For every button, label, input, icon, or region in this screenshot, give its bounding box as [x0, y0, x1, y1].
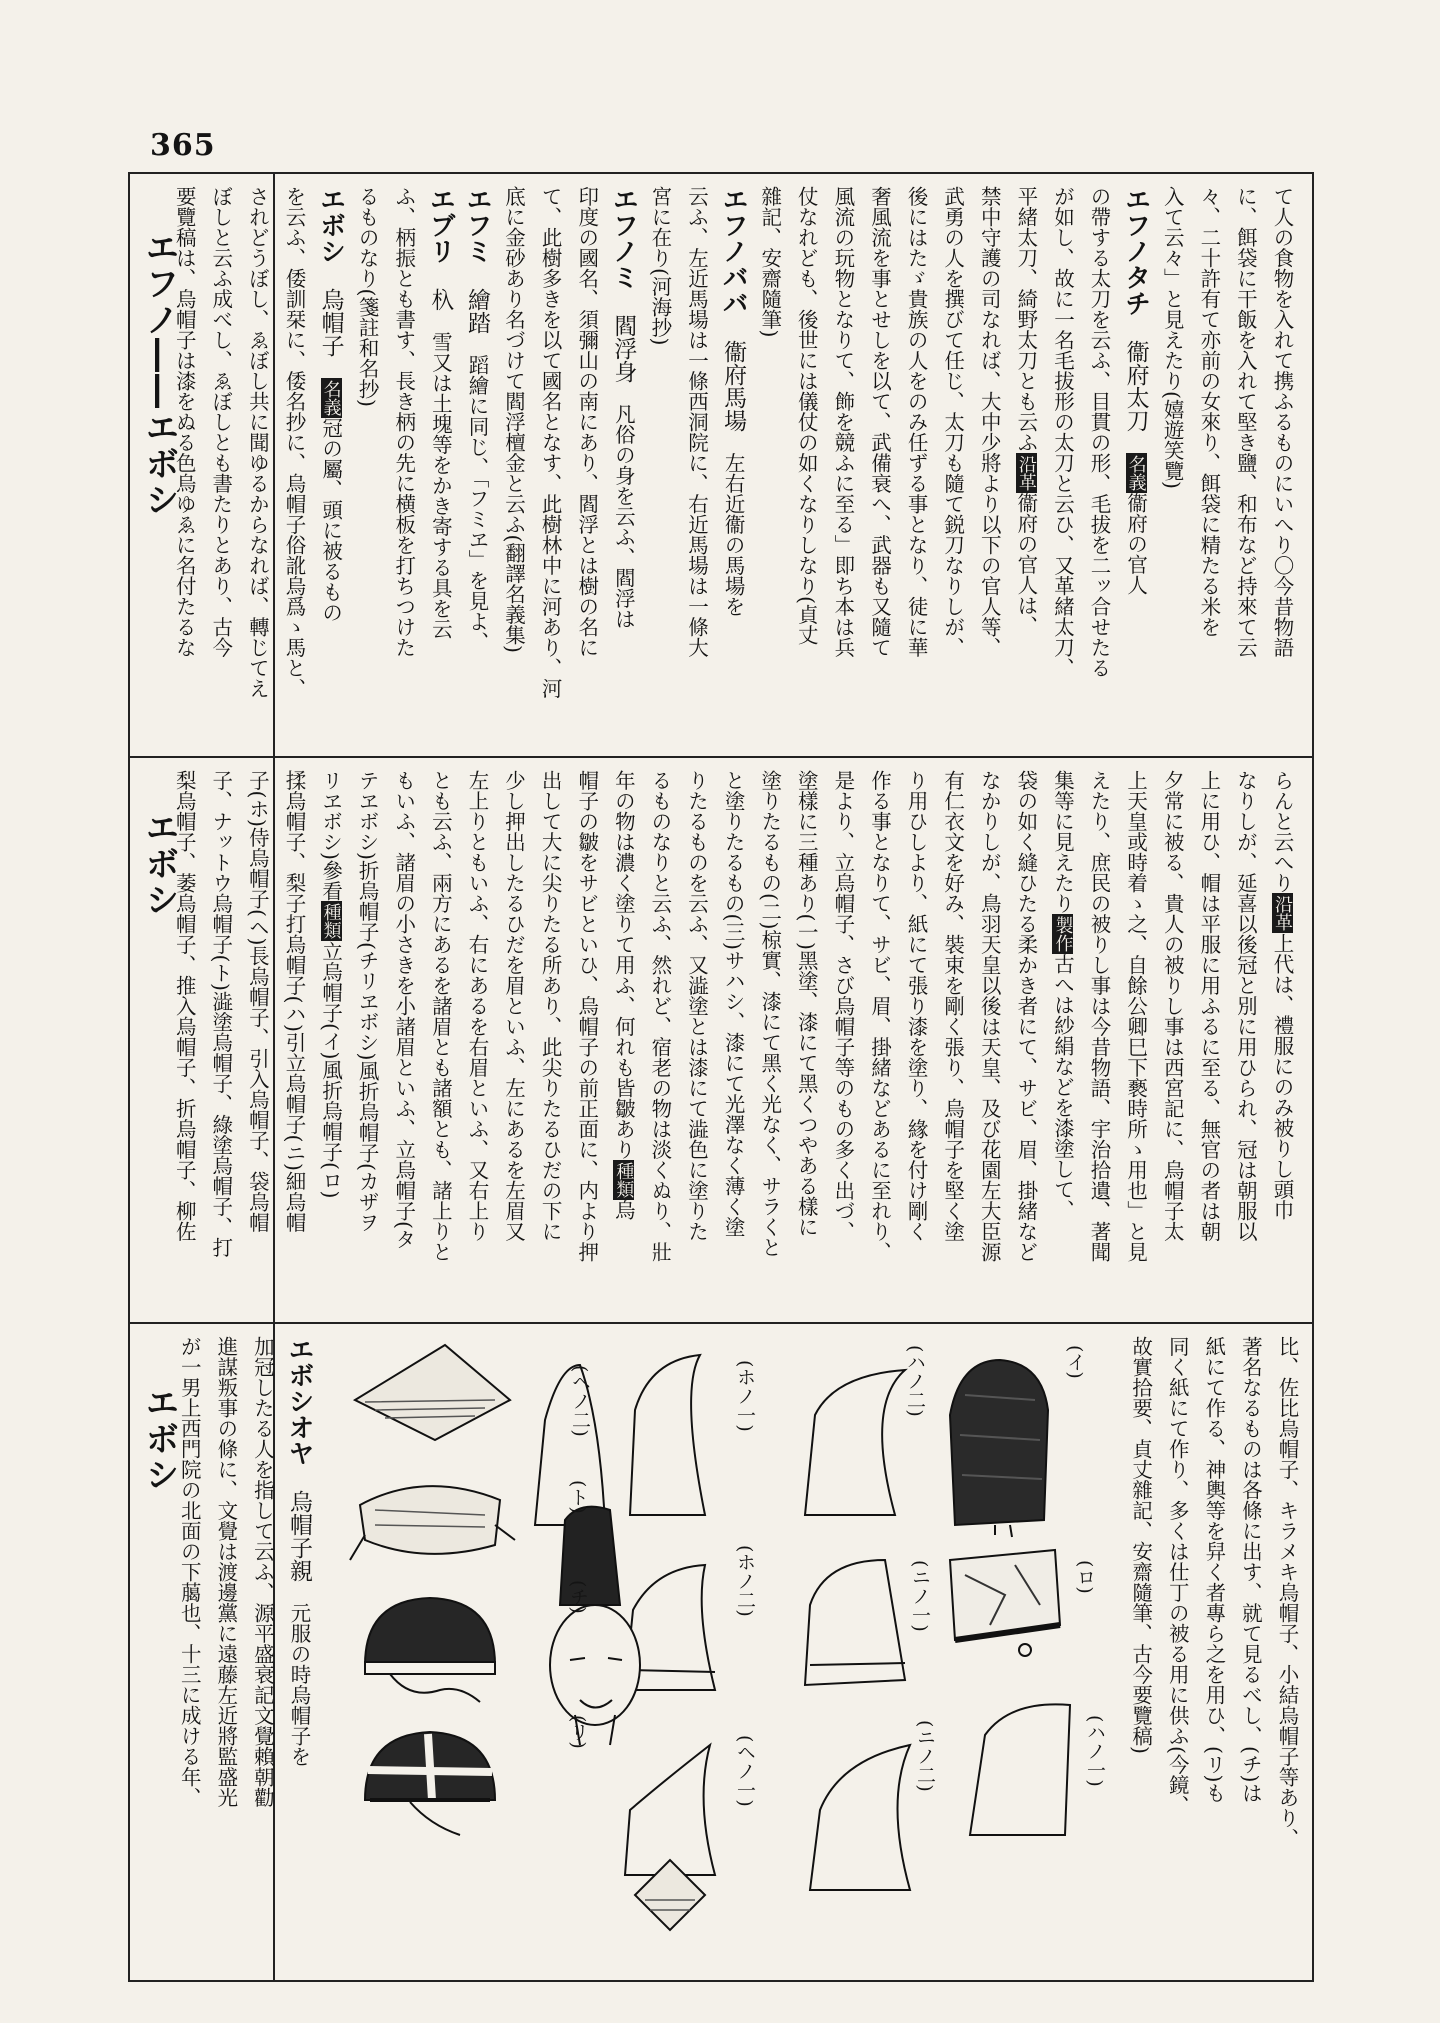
eboshi-illustration-ha-1b: [960, 1695, 1080, 1840]
figure-label: (ホノ一): [734, 1360, 756, 1432]
entry-efunomi: [605, 186, 642, 741]
text-line: 禁中守護の司なれば、大中少將より以下の官人等、: [977, 186, 1002, 658]
text-line: 加冠したる人を指して云ふ、源平盛衰記文覺賴朝勸: [250, 1336, 275, 1808]
text-line: 夕常に被る、貴人の被りし事は西宮記に、烏帽子太: [1160, 770, 1185, 1242]
eboshi-illustration-ni-1: [795, 1555, 915, 1690]
entry-kanji: 衞府馬場: [720, 340, 747, 432]
text-segment: リヱボシ)參看: [318, 770, 343, 901]
text-line: 塗樣に三種あり(一)黑塗、漆にて黑くつやある樣に: [794, 770, 819, 1237]
text-line: 要覽稿は、烏帽子は漆をぬる色烏ゆゑに名付たるな: [172, 186, 197, 658]
text-line: 紙にて作る、神輿等を舁く者專ら之を用ひ、(リ)も: [1201, 1336, 1226, 1803]
text-line: 著名なるものは各條に出す、就て見るべし、(チ)は: [1238, 1336, 1263, 1803]
text-line: 々、二十許有て亦前の女來り、餌袋に精たる米を: [1196, 186, 1221, 637]
text-line: 底に金砂あり名づけて閻浮檀金と云ふ(翻譯名義集): [501, 186, 526, 653]
entry-efumi: [458, 186, 495, 741]
text-line: て、此樹多きを以て國名となす、此樹林中に河あり、河: [538, 186, 563, 699]
text-line: り用ひしより、紙にて張り漆を塗り、緣を付け剛く: [904, 770, 929, 1242]
text-line: 塗りたるもの(二)椋實、漆にて黑く光なく、サラくと: [757, 770, 782, 1258]
text-segment: 古へは紗絹などを漆塗して、: [1050, 953, 1075, 1220]
bottom-right-text: [1095, 1336, 1305, 1856]
text-segment: 衞府の官人は、: [1013, 492, 1038, 636]
eboshi-illustration-ni-2: [800, 1740, 920, 1900]
section-mark: 名義: [1125, 454, 1147, 491]
text-line: 雜記、安齋隨筆): [757, 186, 782, 338]
figure-label: (ニノ二): [914, 1720, 936, 1792]
text-line: [1044, 770, 1081, 1310]
text-line: 宮に在り(河海抄): [647, 186, 672, 346]
eboshi-illustration-pyramid-cap: [630, 1855, 710, 1935]
page-number: 365: [150, 128, 216, 163]
text-segment: らんと云へり: [1270, 770, 1294, 893]
section-divider-top: [128, 756, 1314, 758]
entry-eboshi: [312, 186, 349, 741]
text-line: 出して大に尖りたる所あり、此尖りたるひだの下に: [538, 770, 563, 1242]
entry-kanji: 烏帽子: [317, 288, 344, 357]
eboshi-illustration-dark-cap: [350, 1590, 510, 1710]
text-line: 帽子の皺をサビといひ、烏帽子の前正面に、内より押: [574, 770, 599, 1262]
text-segment: 蹈繪に同じ、「フミヱ」を見よ、: [464, 354, 489, 652]
figure-label: (ホノ二): [734, 1545, 756, 1617]
text-line: 袋の如く縫ひたる柔かき者にて、サビ、眉、掛緒など: [1013, 770, 1038, 1262]
entry-kanji: 閻浮身: [610, 314, 637, 383]
entry-kanji: 衞府太刀: [1122, 340, 1149, 432]
figure-label: (ヘノ一): [734, 1735, 756, 1807]
top-section-text: [172, 186, 1300, 741]
section-mark: 製作: [1052, 915, 1074, 952]
text-line: 進謀叛事の條に、文覺は渡邊黨に遠藤左近將監盛光: [213, 1336, 238, 1808]
entry-efunotachi: [1117, 186, 1154, 741]
middle-section-text: [172, 770, 1300, 1310]
entry-headword: エボシオヤ: [284, 1336, 314, 1466]
text-line: もいふ、諸眉の小さきを小諸眉といふ、立烏帽子(タ: [391, 770, 416, 1250]
figure-label: (リ): [567, 1715, 589, 1749]
section-divider-bottom: [128, 1322, 1314, 1324]
text-line: ぼしと云ふ成べし、ゑぼしとも書たりとあり、古今: [208, 186, 233, 658]
eboshi-illustration-ro: [945, 1545, 1065, 1660]
text-line: りたるものを云ふ、又澁塗とは漆にて澁色に塗りた: [684, 770, 709, 1242]
section-mark: 沿革: [1272, 895, 1293, 931]
text-line: 故實拾要、貞丈雜記、安齋隨筆、古今要覽稿): [1128, 1336, 1153, 1754]
text-segment: 上代は、禮服にのみ被りし頭巾: [1270, 933, 1294, 1220]
text-segment: 烏: [611, 1199, 636, 1220]
text-line: 後にはたゞ貴族の人をのみ任ずる事となり、徒に華: [904, 186, 929, 658]
text-line: 揉烏帽子、梨子打烏帽子(ハ)引立烏帽子(ニ)細烏帽: [281, 770, 306, 1233]
text-segment: 集等に見えたり: [1050, 770, 1075, 914]
section-mark: 名義: [320, 379, 342, 416]
running-guide-middle: エボシ: [139, 810, 179, 918]
text-line: に、餌袋に干飯を入れて堅き鹽、和布など持來て云: [1233, 186, 1258, 658]
text-segment: 立烏帽子(イ)風折烏帽子(ロ): [318, 941, 343, 1199]
text-line: と塗りたるもの(三)サハシ、漆にて光澤なく薄く塗: [721, 770, 746, 1237]
text-line: とも云ふ、兩方にあるを諸眉とも諸額とも、諸上りと: [428, 770, 453, 1262]
eboshi-illustration-soft-cap: [345, 1465, 515, 1575]
text-segment: 冠の屬、頭に被るもの: [318, 417, 343, 623]
text-line: て人の食物を入れて携ふるものにいへり〇今昔物語: [1270, 186, 1294, 658]
text-line: なかりしが、鳥羽天皇以後は天皇、及び花園左大臣源: [977, 770, 1002, 1262]
entry-headword: エボシ: [315, 186, 346, 264]
text-line: が如し、故に一名毛拔形の太刀と云ひ、又革緒太刀、: [1050, 186, 1075, 678]
figure-label: (ハノ一): [1084, 1715, 1106, 1787]
text-line: 子(ホ)侍烏帽子(ヘ)長烏帽子、引入烏帽子、袋烏帽: [245, 770, 270, 1233]
bottom-left-text: [152, 1336, 317, 1936]
text-line: 少し押出したるひだを眉といふ、左にあるを左眉又: [501, 770, 526, 1242]
text-segment: 凡俗の身を云ふ、閻浮は: [611, 403, 636, 629]
text-line: 有仁衣文を好み、裝束を剛く張り、烏帽子を堅く塗: [940, 770, 965, 1242]
section-mark: 種類: [613, 1161, 635, 1198]
section-mark: 沿革: [1015, 454, 1037, 491]
text-line: 同く紙にて作り、多くは仕丁の被る用に供ふ(今鏡、: [1165, 1336, 1190, 1816]
section-mark: 種類: [320, 903, 342, 939]
text-segment: 平緒太刀、綺野太刀とも云ふ: [1013, 186, 1038, 453]
text-line: るものなり(箋註和名抄): [355, 186, 380, 407]
figure-label: (ヘノ二): [569, 1365, 591, 1437]
text-line: を云ふ、倭訓栞に、倭名抄に、烏帽子俗訛烏爲ゝ馬と、: [281, 186, 306, 699]
text-line: 印度の國名、須彌山の南にあり、閻浮とは樹の名に: [574, 186, 599, 658]
entry-kanji: 烏帽子親: [286, 1490, 312, 1582]
text-segment: 左右近衞の馬場を: [721, 452, 746, 617]
text-line: るものなりと云ふ、然れど、宿老の物は淡くぬり、壯: [647, 770, 672, 1262]
text-line: 作る事となりて、サビ、眉、掛緒などあるに至れり、: [867, 770, 892, 1262]
text-line: [1007, 186, 1044, 741]
entry-headword: エフミ: [461, 186, 492, 264]
text-line: が一男上西門院の北面の下﨟也、十三に成ける年、: [177, 1336, 202, 1808]
text-line: 子、ナットウ烏帽子(ト)澁塗烏帽子、綠塗烏帽子、打: [208, 770, 233, 1258]
entry-headword: エフノババ: [718, 186, 749, 316]
eboshi-illustration-cross-cap: [350, 1720, 510, 1840]
figure-label: (ハノ二): [904, 1345, 926, 1417]
entry-efunobaba: [715, 186, 752, 741]
figure-label: (ロ): [1074, 1560, 1096, 1594]
text-line: [312, 770, 349, 1310]
figure-label: (ト): [567, 1480, 589, 1514]
eboshi-illustration-to-portrait: [520, 1500, 670, 1750]
entry-headword: エブリ: [425, 186, 456, 264]
figure-label: (ニノ一): [909, 1560, 931, 1632]
text-line: されどうぼし、ゑぼし共に聞ゆるからなれば、轉じてえ: [245, 186, 270, 699]
text-line: 是より、立烏帽子、さび烏帽子等のもの多く出づ、: [830, 770, 855, 1242]
text-line: なりしが、延喜以後冠と別に用ひられ、冠は朝服以: [1233, 770, 1258, 1242]
entry-eboshioya: [280, 1336, 317, 1936]
entry-eburi: [422, 186, 459, 741]
text-line: 上に用ひ、帽は平服に用ふるに至る、無官の者は朝: [1196, 770, 1221, 1242]
text-line: 比、佐比烏帽子、キラメキ烏帽子、小結烏帽子等あり、: [1275, 1336, 1299, 1849]
text-segment: 年の物は濃く塗りて用ふ、何れも皆皺あり: [611, 770, 636, 1160]
eboshi-illustration-ho-1: [620, 1350, 720, 1520]
entry-headword: エフノタチ: [1120, 186, 1151, 316]
figure-label: (イ): [1064, 1345, 1086, 1379]
text-line: 武勇の人を撰びて任じ、太刀も隨て鋭刀なりしが、: [940, 186, 965, 658]
text-line: えたり、庶民の被りし事は今昔物語、宇治拾遺、著聞: [1087, 770, 1112, 1262]
eboshi-illustration-folded-cap: [345, 1340, 515, 1450]
text-line: 奢風流を事とせしを以て、武備衰へ、武器も又隨て: [867, 186, 892, 658]
running-guide-top: エフノ――エボシ: [139, 230, 179, 518]
text-line: 風流の玩物となりて、飾を競ふに至る」即ち本は兵: [830, 186, 855, 658]
text-line: 左上りともいふ、右にあるを右眉といふ、又右上り: [464, 770, 489, 1242]
text-line: [605, 770, 642, 1310]
text-line: テヱボシ)折烏帽子(チリヱボシ)風折烏帽子(カザヲ: [355, 770, 380, 1233]
figure-label: (チ): [567, 1580, 589, 1614]
text-line: 梨烏帽子、萎烏帽子、推入烏帽子、折烏帽子、柳佐: [172, 770, 197, 1242]
eboshi-illustration-ha-1: [795, 1365, 915, 1525]
text-line: 入て云々」と見えたり(嬉遊笑覽): [1160, 186, 1185, 489]
running-guide-bottom: エボシ: [139, 1385, 179, 1493]
entry-kanji: 繪踏: [463, 288, 490, 334]
entry-kanji: 杁: [427, 288, 454, 311]
text-segment: 元服の時烏帽子を: [287, 1602, 311, 1767]
eboshi-illustration-i: [940, 1355, 1060, 1535]
entry-headword: エフノミ: [608, 186, 639, 290]
text-line: 仗なれども、後世には儀仗の如くなりしなり(貞丈: [794, 186, 819, 645]
text-segment: 雪又は土塊等をかき寄する具を云: [428, 331, 453, 639]
text-line: ふ、柄振とも書す、長き柄の先に横板を打ちつけた: [391, 186, 416, 658]
text-line: [1263, 770, 1300, 1310]
text-line: 衞府の官人: [1123, 492, 1148, 595]
text-line: の帶する太刀を云ふ、目貫の形、毛拔を二ッ合せたる: [1087, 186, 1112, 678]
text-line: 上天皇或時着ゝ之、自餘公卿巳下褻時所ゝ用也」と見: [1123, 770, 1148, 1262]
text-line: 云ふ、左近馬場は一條西洞院に、右近馬場は一條大: [684, 186, 709, 658]
